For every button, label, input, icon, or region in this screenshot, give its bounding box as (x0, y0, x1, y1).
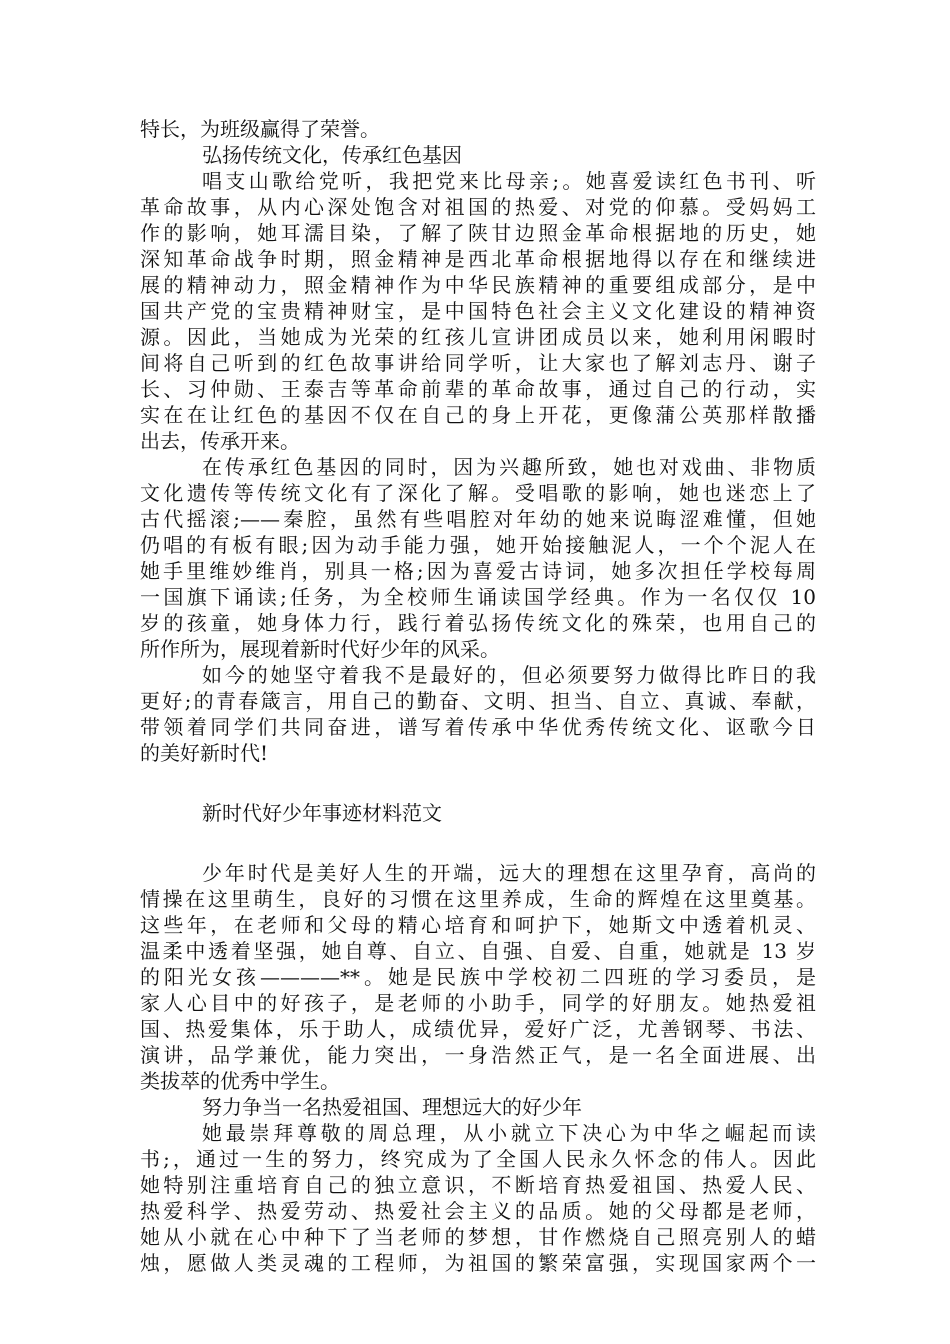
text-line: 间将自己听到的红色故事讲给同学听，让大家也了解刘志丹、谢子 (140, 351, 816, 375)
text-line: 类拔萃的优秀中学生。 (140, 1069, 340, 1093)
text-line: 如今的她坚守着我不是最好的，但必须要努力做得比昨日的我 (202, 663, 816, 687)
text-line: 的阳光女孩————**。她是民族中学校初二四班的学习委员，是 (140, 965, 816, 989)
section-heading-traditional-culture: 弘扬传统文化，传承红色基因 (202, 143, 462, 167)
text-line: 出去，传承开来。 (140, 429, 300, 453)
text-line: 革命故事，从内心深处饱含对祖国的热爱、对党的仰慕。受妈妈工 (140, 195, 816, 219)
section-spacer (140, 826, 816, 860)
text-line: 实在在让红色的基因不仅在自己的身上开花，更像蒲公英那样散播 (140, 403, 816, 427)
text-line: 她手里维妙维肖，别具一格;因为喜爱古诗词，她多次担任学校每周 (140, 559, 816, 583)
text-line: 热爱科学、热爱劳动、热爱社会主义的品质。她的父母都是老师， (140, 1199, 816, 1223)
paragraph-youth-intro (140, 860, 816, 1094)
paragraph-premier-zhou (140, 1120, 816, 1276)
text-line: 家人心目中的好孩子，是老师的小助手，同学的好朋友。她热爱祖 (140, 991, 816, 1015)
text-line: 的美好新时代! (140, 741, 269, 765)
paragraph-red-gene (140, 168, 816, 454)
text-line: 一国旗下诵读;任务，为全校师生诵读国学经典。作为一名仅仅 10 (140, 585, 816, 609)
text-line: 文化遗传等传统文化有了深化了解。受唱歌的影响，她也迷恋上了 (140, 481, 816, 505)
text-line: 她特别注重培育自己的独立意识，不断培育热爱祖国、热爱人民、 (140, 1173, 816, 1197)
text-line: 演讲，品学兼优，能力突出，一身浩然正气，是一名全面进展、出 (140, 1043, 816, 1067)
text-line: 书;，通过一生的努力，终究成为了全国人民永久怀念的伟人。因此 (140, 1147, 816, 1171)
text-line: 情操在这里萌生，良好的习惯在这里养成，生命的辉煌在这里奠基。 (140, 887, 816, 911)
text-line: 烛，愿做人类灵魂的工程师，为祖国的繁荣富强，实现国家两个一 (140, 1251, 816, 1275)
text-line: 源。因此，当她成为光荣的红孩儿宣讲团成员以来，她利用闲暇时 (140, 325, 816, 349)
text-line: 所作所为，展现着新时代好少年的风采。 (140, 637, 500, 661)
text-line: 唱支山歌给党听，我把党来比母亲;。她喜爱读红色书刊、听 (202, 169, 816, 193)
text-line: 温柔中透着坚强，她自尊、自立、自强、自爱、自重，她就是 13 岁 (140, 939, 816, 963)
text-line: 岁的孩童，她身体力行，践行着弘扬传统文化的殊荣，也用自己的 (140, 611, 816, 635)
text-line: 仍唱的有板有眼;因为动手能力强，她开始接触泥人，一个个泥人在 (140, 533, 816, 557)
text-line: 国共产党的宝贵精神财宝，是中国特色社会主义文化建设的精神资 (140, 299, 816, 323)
paragraph-motto (140, 662, 816, 766)
text-line: 这些年，在老师和父母的精心培育和呵护下，她斯文中透着机灵、 (140, 913, 816, 937)
text-line: 国、热爱集体，乐于助人，成绩优异，爱好广泛，尤善钢琴、书法、 (140, 1017, 816, 1041)
text-line: 她最崇拜尊敬的周总理，从小就立下决心为中华之崛起而读 (202, 1121, 816, 1145)
text-line: 长、习仲勋、王泰吉等革命前辈的革命故事，通过自己的行动，实 (140, 377, 816, 401)
text-line: 古代摇滚;——秦腔，虽然有些唱腔对年幼的她来说晦涩难懂，但她 (140, 507, 816, 531)
text-line: 她从小就在心中种下了当老师的梦想，甘作燃烧自己照亮别人的蜡 (140, 1225, 816, 1249)
text-line: 在传承红色基因的同时，因为兴趣所致，她也对戏曲、非物质 (202, 455, 816, 479)
document-title: 新时代好少年事迹材料范文 (202, 801, 442, 825)
text-line: 深知革命战争时期，照金精神是西北革命根据地得以存在和继续进 (140, 247, 816, 271)
text-line: 更好;的青春箴言，用自己的勤奋、文明、担当、自立、真诚、奉献， (140, 689, 816, 713)
section-one-opening-line: 特长，为班级赢得了荣誉。 (140, 117, 380, 141)
section-spacer (140, 766, 816, 800)
document-page (140, 116, 816, 1276)
text-line: 作的影响，她耳濡目染，了解了陕甘边照金革命根据地的历史，她 (140, 221, 816, 245)
paragraph-traditional-culture (140, 454, 816, 662)
text-line: 少年时代是美好人生的开端，远大的理想在这里孕育，高尚的 (202, 861, 816, 885)
text-line: 带领着同学们共同奋进，谱写着传承中华优秀传统文化、讴歌今日 (140, 715, 816, 739)
text-line: 展的精神动力，照金精神作为中华民族精神的重要组成部分，是中 (140, 273, 816, 297)
section-heading-patriotism: 努力争当一名热爱祖国、理想远大的好少年 (202, 1095, 582, 1119)
